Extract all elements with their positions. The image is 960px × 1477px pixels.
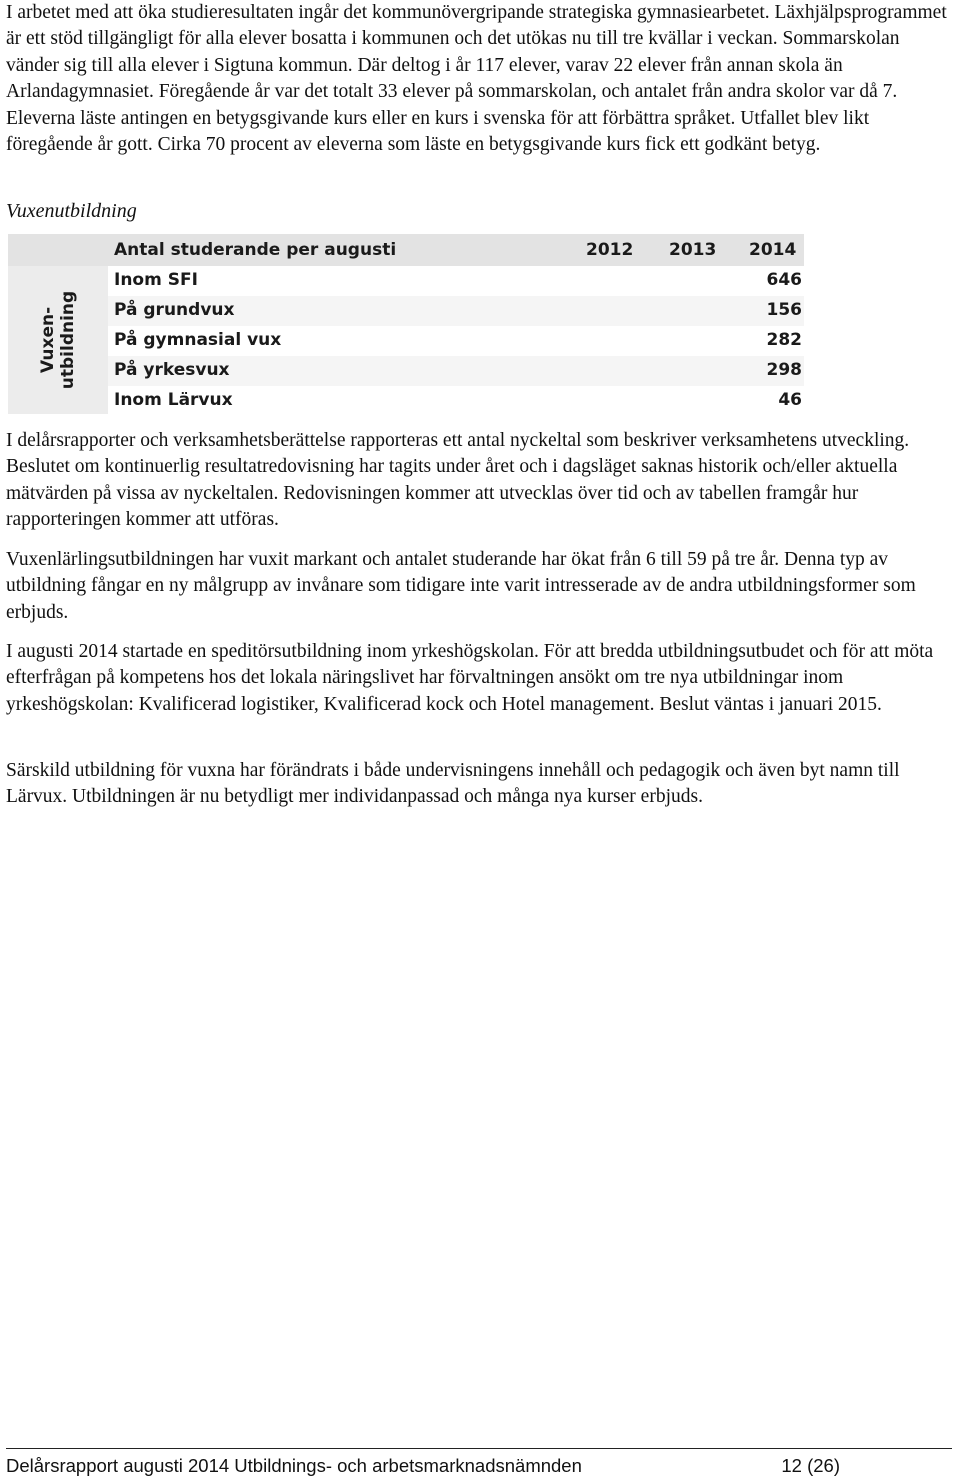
table-header [8, 234, 804, 266]
row-value: 646 [766, 270, 802, 290]
row-value: 282 [766, 330, 802, 350]
table-row [108, 266, 804, 296]
body-paragraph: I augusti 2014 startade en speditörsutbildning inom yrkeshögskolan. För att bredda utbildningsutbudet och för att möta efterfrågan på kompetens hos det lokala näringslivet har förvaltningen ansökt om tre nya utbildningar inom yrkeshögskolan: Kvalificerad logistiker, Kvalificerad kock och Hotel management. Beslut väntas i januari 2015. [6, 641, 934, 715]
row-label: På yrkesvux [114, 360, 230, 380]
row-label: Inom SFI [114, 270, 198, 290]
students-table [8, 234, 804, 414]
page-number: 12 (26) [781, 1455, 840, 1476]
table-row [108, 326, 804, 356]
body-paragraph: Vuxenlärlingsutbildningen har vuxit markant och antalet studerande har ökat från 6 till 59 på tre år. Denna typ av utbildning fångar en ny målgrupp av invånare som tidigare inte varit intresserade av de andra utbildningsformer som erbjuds. [6, 549, 916, 623]
table-row [108, 296, 804, 326]
row-label: Inom Lärvux [114, 390, 233, 410]
section-heading: Vuxenutbildning [6, 200, 137, 222]
intro-paragraph: I arbetet med att öka studieresultaten ingår det kommunövergripande strategiska gymnasiearbetet. Läxhjälpsprogrammet är ett stöd tillgängligt för alla elever bosatta i kommunen och det utökas nu till tre kvällar i veckan. Sommarskolan vänder sig till alla elever i Sigtuna kommun. Där deltog i år 117 elever, varav 22 elever från annan skola än Arlandagymnasiet. Föregående år var det totalt 33 elever på sommarskolan, och antalet från andra skolor var då 7. Eleverna läste antingen en betygsgivande kurs eller en kurs i svenska för att förbättra språket. Utfallet blev likt föregående år gott. Cirka 70 procent av eleverna som läste en betygsgivande kurs fick ett godkänt betyg. [6, 2, 947, 156]
body-paragraph: I delårsrapporter och verksamhetsberättelse rapporteras ett antal nyckeltal som beskriver verksamhetens utveckling. Beslutet om kontinuerlig resultatredovisning har tagits under året och i dagsläget saknas historik och/eller aktuella mätvärden på vissa av nyckeltalen. Redovisningen kommer att utvecklas över tid och av tabellen framgår hur rapporteringen kommer att utföras. [6, 430, 910, 531]
year-2014: 2014 [749, 240, 797, 260]
year-2012: 2012 [586, 240, 634, 260]
year-2013: 2013 [669, 240, 717, 260]
table-row [108, 356, 804, 386]
row-value: 156 [766, 300, 802, 320]
body-paragraph: Särskild utbildning för vuxna har förändrats i både undervisningens innehåll och pedagogik och även byt namn till Lärvux. Utbildningen är nu betydligt mer individanpassad och många nya kurser erbjuds. [6, 760, 900, 808]
page-footer [6, 1448, 952, 1477]
table-side-header [8, 266, 108, 414]
table-row [108, 386, 804, 416]
row-value: 298 [766, 360, 802, 380]
side-label-line1: Vuxen- [38, 306, 58, 374]
row-label: På gymnasial vux [114, 330, 282, 350]
table-title: Antal studerande per augusti [114, 240, 397, 260]
row-label: På grundvux [114, 300, 235, 320]
side-label-line2: utbildning [58, 290, 78, 390]
footer-title: Delårsrapport augusti 2014 Utbildnings- och arbetsmarknadsnämnden [6, 1455, 582, 1476]
row-value: 46 [778, 390, 802, 410]
side-label [38, 270, 78, 410]
